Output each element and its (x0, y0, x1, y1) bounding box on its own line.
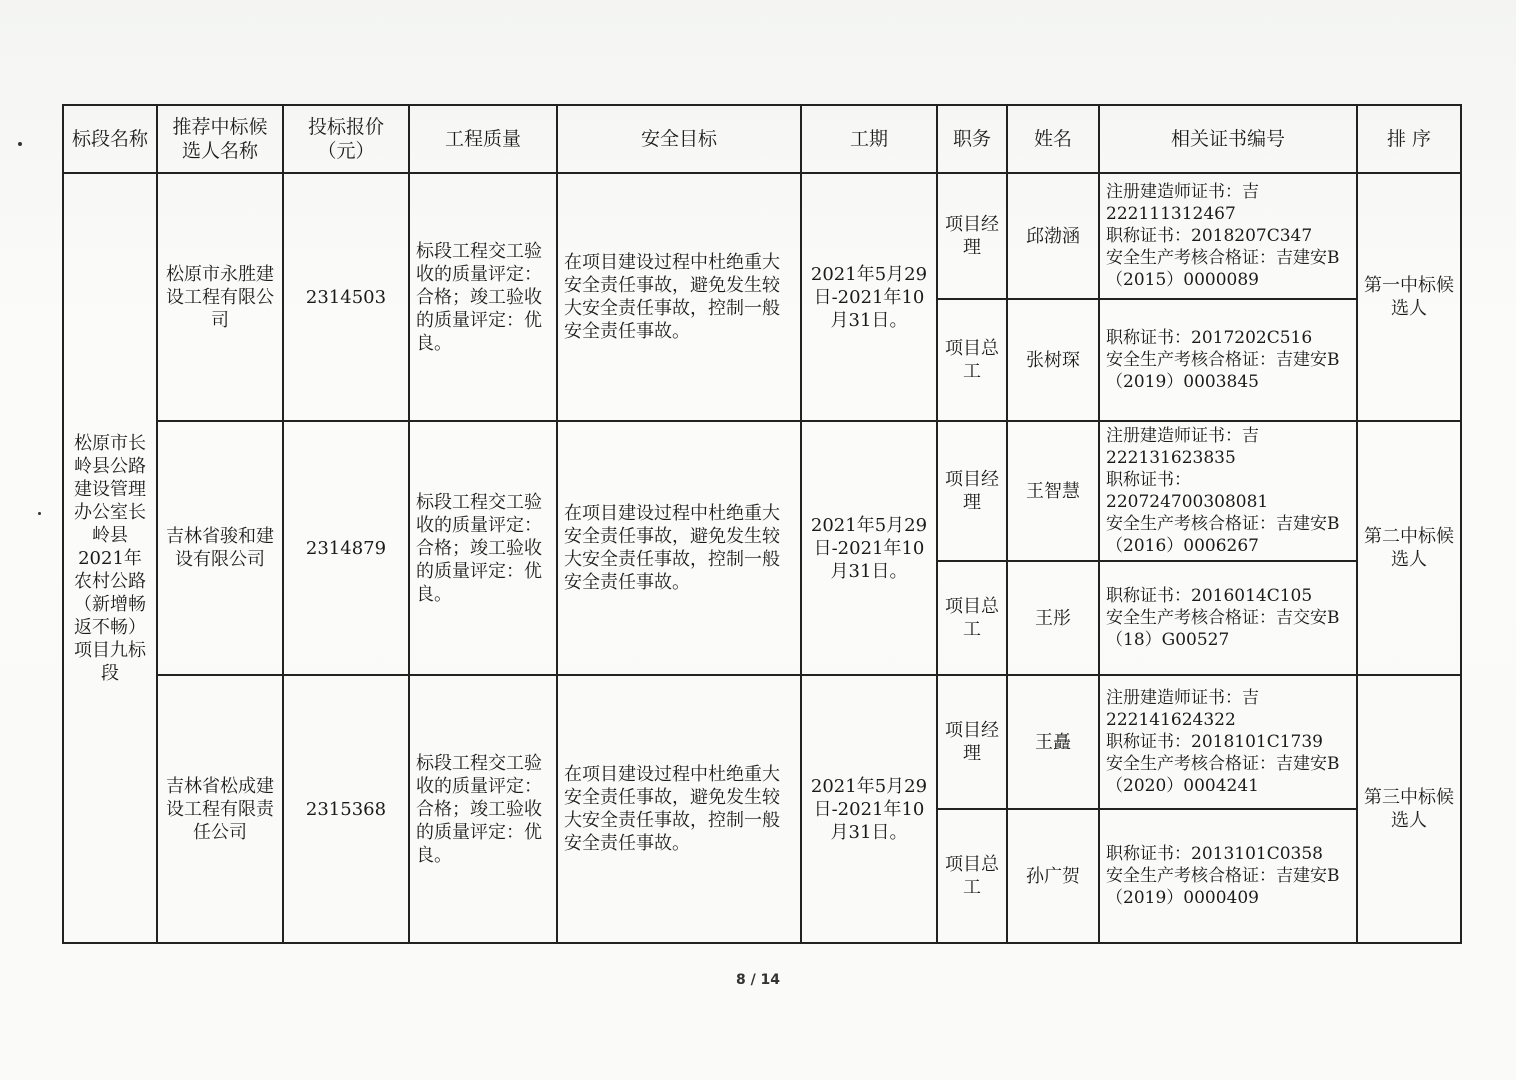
scan-speck (38, 512, 41, 515)
cert-line: 安全生产考核合格证：吉建安B（2019）0000409 (1106, 866, 1340, 908)
col-header-safety: 安全目标 (557, 105, 801, 173)
col-header-section: 标段名称 (63, 105, 157, 173)
staff-role: 项目经理 (937, 675, 1007, 809)
col-header-rank: 排 序 (1357, 105, 1461, 173)
col-header-quality: 工程质量 (409, 105, 557, 173)
col-header-name: 姓名 (1007, 105, 1099, 173)
table-row (63, 173, 1461, 299)
cert-line: 职称证书：2018101C1739 (1106, 732, 1323, 752)
cert-line: 职称证书：220724700308081 (1106, 470, 1269, 512)
cert-line: 安全生产考核合格证：吉交安B（18）G00527 (1106, 608, 1340, 650)
header-row (63, 105, 1461, 173)
candidate-period: 2021年5月29日-2021年10月31日。 (801, 675, 937, 943)
candidate-safety: 在项目建设过程中杜绝重大安全责任事故，避免发生较大安全责任事故，控制一般安全责任事故。 (557, 173, 801, 421)
candidate-company: 松原市永胜建设工程有限公司 (157, 173, 283, 421)
col-header-price: 投标报价（元） (283, 105, 409, 173)
staff-name: 王矗 (1007, 675, 1099, 809)
candidate-price: 2314503 (283, 173, 409, 421)
staff-role: 项目经理 (937, 173, 1007, 299)
staff-certs (1099, 809, 1357, 943)
candidate-rank: 第三中标候选人 (1357, 675, 1461, 943)
col-header-candidate: 推荐中标候选人名称 (157, 105, 283, 173)
candidate-company: 吉林省松成建设工程有限责任公司 (157, 675, 283, 943)
candidate-quality: 标段工程交工验收的质量评定：合格；竣工验收的质量评定：优良。 (409, 421, 557, 675)
candidate-quality: 标段工程交工验收的质量评定：合格；竣工验收的质量评定：优良。 (409, 173, 557, 421)
scan-speck (18, 142, 22, 146)
staff-certs (1099, 173, 1357, 299)
staff-role: 项目总工 (937, 299, 1007, 421)
candidate-rank: 第二中标候选人 (1357, 421, 1461, 675)
cert-line: 安全生产考核合格证：吉建安B（2020）0004241 (1106, 754, 1340, 796)
staff-name: 邱渤涵 (1007, 173, 1099, 299)
staff-certs (1099, 421, 1357, 561)
staff-role: 项目总工 (937, 809, 1007, 943)
staff-role: 项目经理 (937, 421, 1007, 561)
table-row (63, 421, 1461, 561)
candidate-price: 2314879 (283, 421, 409, 675)
staff-name: 孙广贺 (1007, 809, 1099, 943)
cert-line: 职称证书：2016014C105 (1106, 586, 1313, 606)
col-header-period: 工期 (801, 105, 937, 173)
cert-line: 职称证书：2018207C347 (1106, 226, 1313, 246)
cert-line: 职称证书：2017202C516 (1106, 328, 1313, 348)
col-header-role: 职务 (937, 105, 1007, 173)
staff-certs (1099, 561, 1357, 675)
staff-certs (1099, 299, 1357, 421)
cert-line: 职称证书：2013101C0358 (1106, 844, 1323, 864)
staff-role: 项目总工 (937, 561, 1007, 675)
candidate-quality: 标段工程交工验收的质量评定：合格；竣工验收的质量评定：优良。 (409, 675, 557, 943)
staff-name: 张树琛 (1007, 299, 1099, 421)
cert-line: 安全生产考核合格证：吉建安B（2015）0000089 (1106, 248, 1340, 290)
candidate-rank: 第一中标候选人 (1357, 173, 1461, 421)
staff-name: 王智慧 (1007, 421, 1099, 561)
table-row (63, 675, 1461, 809)
bid-candidate-table (62, 104, 1462, 944)
candidate-safety: 在项目建设过程中杜绝重大安全责任事故，避免发生较大安全责任事故，控制一般安全责任事故。 (557, 421, 801, 675)
candidate-price: 2315368 (283, 675, 409, 943)
cert-line: 安全生产考核合格证：吉建安B（2016）0006267 (1106, 514, 1340, 556)
cert-line: 安全生产考核合格证：吉建安B（2019）0003845 (1106, 350, 1340, 392)
candidate-period: 2021年5月29日-2021年10月31日。 (801, 173, 937, 421)
cert-line: 注册建造师证书：吉222111312467 (1106, 182, 1259, 224)
candidate-company: 吉林省骏和建设有限公司 (157, 421, 283, 675)
col-header-certs: 相关证书编号 (1099, 105, 1357, 173)
cert-line: 注册建造师证书：吉222131623835 (1106, 426, 1259, 468)
candidate-period: 2021年5月29日-2021年10月31日。 (801, 421, 937, 675)
section-name-cell: 松原市长岭县公路建设管理办公室长岭县2021年农村公路（新增畅返不畅）项目九标段 (63, 173, 157, 943)
staff-certs (1099, 675, 1357, 809)
candidate-safety: 在项目建设过程中杜绝重大安全责任事故，避免发生较大安全责任事故，控制一般安全责任事故。 (557, 675, 801, 943)
cert-line: 注册建造师证书：吉222141624322 (1106, 688, 1259, 730)
page-number: 8 / 14 (735, 972, 781, 988)
staff-name: 王彤 (1007, 561, 1099, 675)
